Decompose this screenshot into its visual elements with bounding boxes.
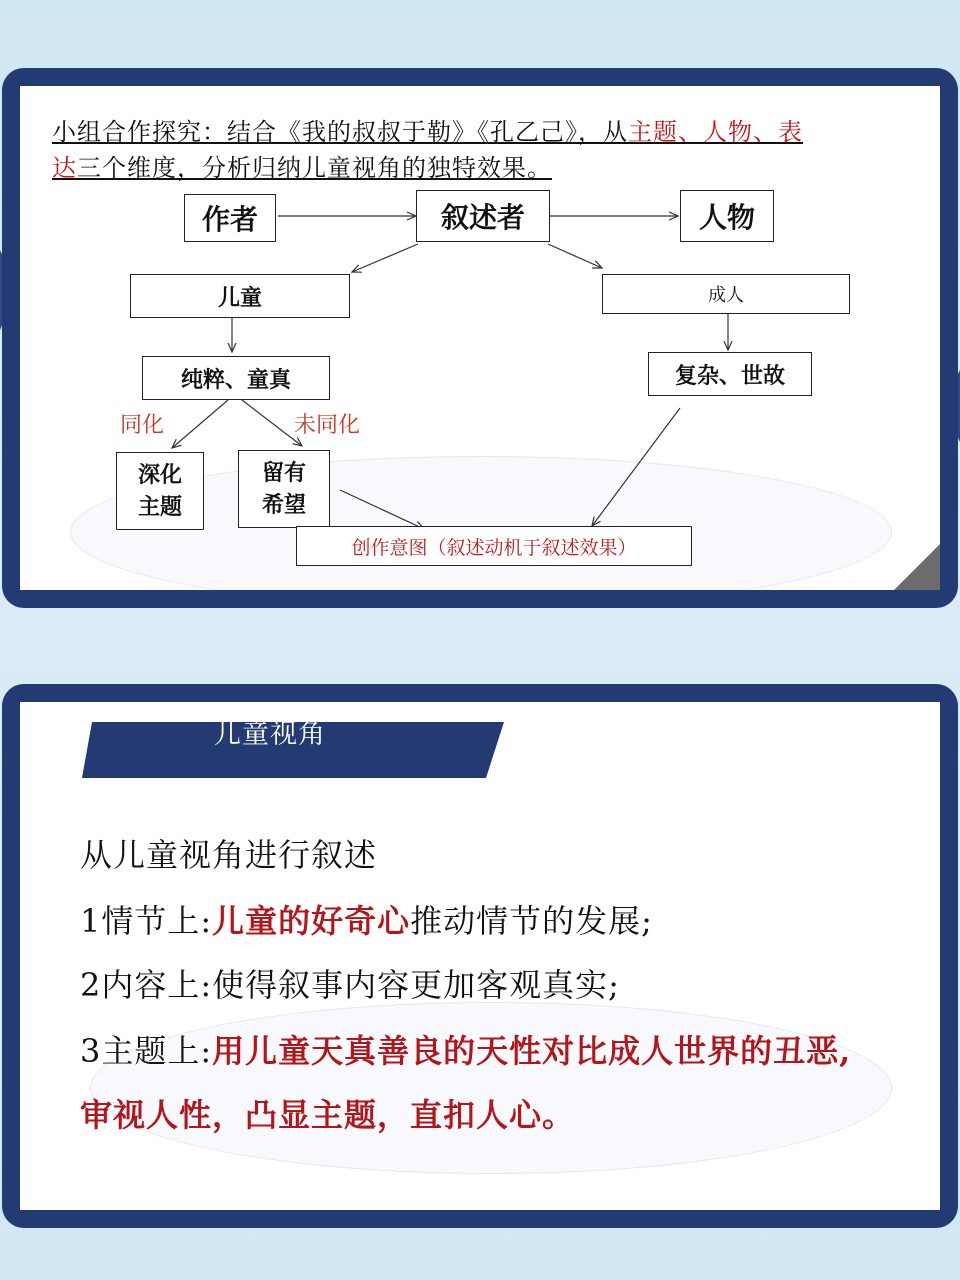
- node-adult-label: 成人: [708, 285, 744, 306]
- corner-triangle: [894, 544, 940, 590]
- point-plot-prefix: 1情节上:: [80, 902, 213, 940]
- section-heading: 从儿童视角进行叙述: [80, 836, 378, 874]
- instruction-prefix: 小组合作探究：结合《我的叔叔于勒》《孔乙己》，从: [52, 118, 628, 146]
- node-complex: [648, 352, 812, 396]
- node-hope-label-2: 希望: [261, 492, 306, 518]
- node-deepen-label-2: 主题: [137, 494, 182, 520]
- point-plot-suffix: 推动情节的发展;: [410, 902, 653, 940]
- arrow-complex-intent: [592, 408, 680, 526]
- node-narrator: [416, 190, 550, 242]
- node-narrator-label: 叙述者: [440, 201, 525, 234]
- node-pure-label: 纯粹、童真: [180, 366, 291, 393]
- node-complex-label: 复杂、世故: [674, 362, 785, 389]
- diagram-card: [2, 68, 958, 608]
- node-deepen-theme: [116, 452, 204, 530]
- node-child: [130, 274, 350, 318]
- arrow-pure-hope: [242, 400, 302, 446]
- node-hope-label-1: 留有: [261, 460, 306, 486]
- point-plot: [80, 896, 653, 942]
- node-leave-hope: [238, 450, 330, 528]
- node-creative-intent: [296, 526, 692, 566]
- point-theme-continued: [80, 1090, 575, 1136]
- instruction-suffix: 三个维度，分析归纳儿童视角的独特效果。: [77, 154, 552, 182]
- node-adult: [602, 274, 850, 314]
- label-not-assimilated: 未同化: [294, 413, 361, 438]
- point-theme-prefix: 3主题上:: [80, 1032, 213, 1070]
- node-deepen-label-1: 深化: [137, 462, 182, 488]
- arrow-narrator-adult: [548, 244, 602, 268]
- point-theme-emphasis: 用儿童天真善良的天性对比成人世界的丑恶,: [212, 1032, 852, 1070]
- node-author: [184, 194, 276, 242]
- instruction-highlight-2: 达: [52, 154, 77, 182]
- point-content: 2内容上:使得叙事内容更加客观真实;: [80, 966, 620, 1004]
- label-assimilated: 同化: [120, 413, 165, 438]
- arrow-hope-intent: [340, 490, 424, 529]
- node-character: [680, 190, 774, 242]
- point-theme: [80, 1026, 851, 1072]
- text-card: [2, 684, 958, 1228]
- node-intent-label: 创作意图（叙述动机于叙述效果）: [351, 536, 637, 559]
- point-theme-emphasis-2: 审视人性，凸显主题，直扣人心。: [80, 1096, 576, 1134]
- banner-title: 儿童视角: [214, 719, 326, 750]
- node-child-label: 儿童: [217, 284, 262, 311]
- point-plot-emphasis: 儿童的好奇心: [212, 902, 411, 940]
- node-author-label: 作者: [201, 203, 258, 236]
- node-character-label: 人物: [698, 201, 755, 234]
- arrow-narrator-child: [352, 244, 418, 272]
- diagram-panel: [20, 86, 940, 590]
- arrow-pure-deepen: [172, 400, 228, 448]
- instruction-highlight-1: 主题、人物、表: [628, 118, 803, 146]
- node-pure: [142, 356, 330, 400]
